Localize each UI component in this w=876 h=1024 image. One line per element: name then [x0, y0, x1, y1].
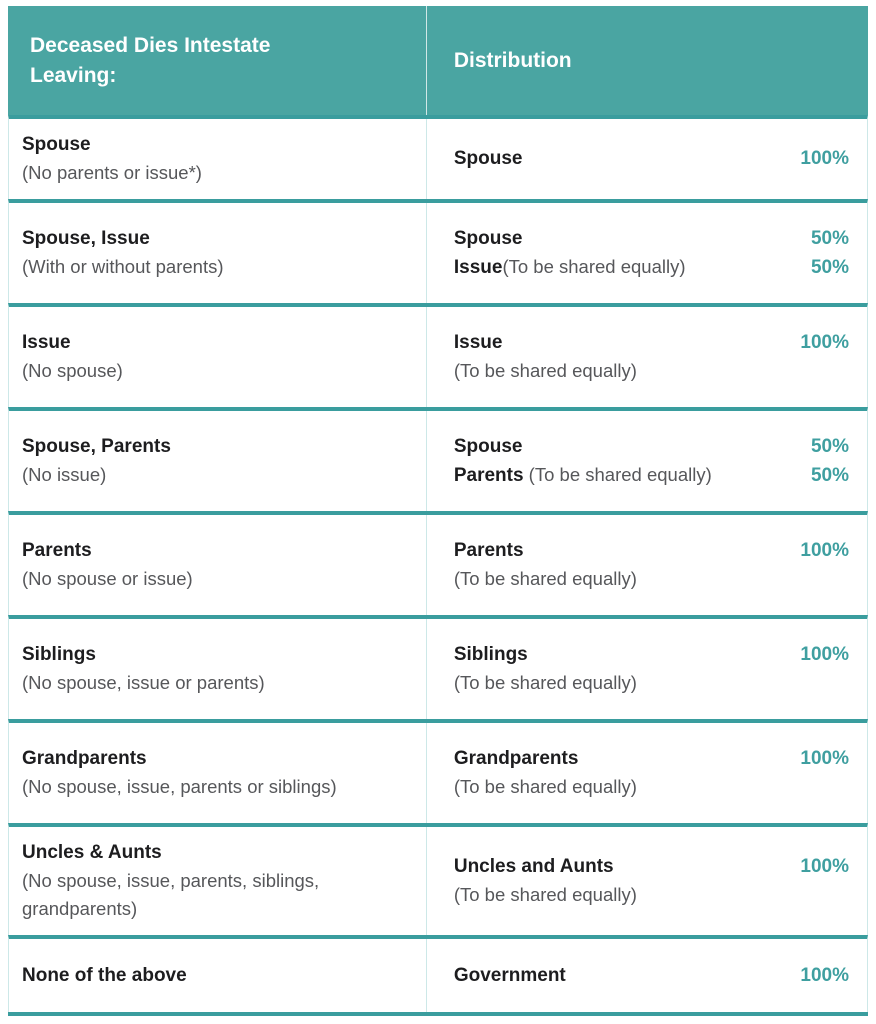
beneficiary-below-note: (To be shared equally) — [453, 360, 637, 381]
beneficiary-below-note: (To be shared equally) — [453, 776, 637, 797]
beneficiary-name: Siblings — [453, 644, 528, 665]
scenario-cell — [9, 307, 427, 407]
table-row — [8, 935, 868, 1012]
scenario-cell — [9, 119, 427, 199]
table-row — [8, 511, 868, 615]
scenario-note: (No parents or issue*) — [22, 162, 202, 183]
share-percent: 100% — [800, 964, 849, 986]
scenario-note: (No spouse, issue or parents) — [22, 672, 265, 693]
scenario-cell — [9, 203, 427, 303]
scenario-title: Siblings — [22, 644, 96, 665]
distribution-entry-line — [454, 537, 849, 565]
distribution-entry — [454, 433, 849, 461]
distribution-cell — [427, 939, 867, 1012]
beneficiary-name: Issue — [453, 332, 503, 353]
beneficiary-name: Spouse — [453, 148, 523, 169]
share-percent: 100% — [800, 540, 849, 561]
share-percent: 100% — [800, 748, 849, 769]
distribution-cell — [427, 307, 867, 407]
distribution-cell — [427, 411, 867, 511]
table-header — [8, 6, 868, 115]
scenario-title: Spouse, Parents — [22, 436, 171, 457]
distribution-entry — [454, 253, 849, 282]
beneficiary — [454, 433, 523, 461]
table-row — [8, 303, 868, 407]
scenario-title: Spouse, Issue — [22, 228, 150, 249]
distribution-entry-line — [454, 145, 849, 173]
beneficiary-name: Parents — [453, 540, 524, 561]
table-row — [8, 115, 868, 199]
scenario-cell — [9, 827, 427, 935]
scenario-note: (No spouse or issue) — [22, 568, 193, 589]
beneficiary — [454, 962, 566, 990]
distribution-entry — [454, 461, 849, 490]
distribution-entry — [454, 537, 849, 593]
distribution-entry — [454, 329, 849, 385]
intestacy-distribution-table — [8, 6, 868, 1016]
scenario-title: Parents — [22, 540, 92, 561]
scenario-note: (No issue) — [22, 464, 107, 485]
distribution-entry-line — [454, 461, 849, 490]
distribution-entry — [454, 853, 849, 909]
share-percent: 100% — [800, 856, 849, 877]
distribution-cell — [427, 203, 867, 303]
beneficiary-inline-note: (To be shared equally) — [502, 255, 686, 277]
scenario-cell — [9, 723, 427, 823]
beneficiary — [454, 745, 579, 773]
beneficiary-name: Spouse — [453, 227, 523, 249]
table-body — [8, 115, 868, 1016]
distribution-entry-line — [454, 962, 849, 990]
beneficiary-below-note: (To be shared equally) — [453, 884, 637, 905]
share-percent: 50% — [810, 435, 849, 457]
distribution-cell — [427, 827, 867, 935]
share-percent: 100% — [800, 644, 849, 665]
distribution-cell — [427, 515, 867, 615]
scenario-cell — [9, 939, 427, 1012]
beneficiary — [454, 253, 686, 282]
share-percent: 100% — [800, 148, 849, 169]
header-deceased-leaving-label: Deceased Dies Intestate Leaving: — [30, 33, 271, 87]
header-distribution-label: Distribution — [453, 48, 572, 72]
table-row — [8, 199, 868, 303]
share-percent: 100% — [800, 332, 849, 353]
beneficiary-name: Government — [453, 964, 566, 986]
beneficiary — [454, 537, 524, 565]
share-percent: 50% — [810, 464, 849, 486]
table-row — [8, 407, 868, 511]
beneficiary — [454, 329, 503, 357]
beneficiary — [454, 461, 712, 490]
beneficiary-name: Spouse — [453, 435, 523, 457]
scenario-cell — [9, 515, 427, 615]
scenario-cell — [9, 619, 427, 719]
scenario-title: None of the above — [22, 964, 187, 986]
distribution-entry-line — [454, 253, 849, 282]
distribution-entry — [454, 145, 849, 173]
beneficiary-name: Uncles and Aunts — [453, 856, 614, 877]
header-cell-distribution — [427, 6, 868, 115]
distribution-entry — [454, 962, 849, 990]
scenario-note: (No spouse) — [22, 360, 123, 381]
distribution-entry-line — [454, 225, 849, 253]
distribution-entry — [454, 641, 849, 697]
distribution-entry-line — [454, 433, 849, 461]
beneficiary-name: Issue — [453, 256, 503, 278]
scenario-note: (With or without parents) — [22, 256, 224, 277]
beneficiary-name: Grandparents — [453, 748, 579, 769]
scenario-note: (No spouse, issue, parents or siblings) — [22, 776, 337, 797]
distribution-entry — [454, 745, 849, 801]
scenario-title: Grandparents — [22, 748, 147, 769]
beneficiary — [454, 853, 614, 881]
scenario-title: Spouse — [22, 134, 91, 155]
distribution-entry-line — [454, 641, 849, 669]
table-row — [8, 823, 868, 935]
table-row — [8, 719, 868, 823]
scenario-note: (No spouse, issue, parents, siblings, grandparents) — [22, 870, 320, 919]
scenario-title: Uncles & Aunts — [22, 842, 162, 863]
beneficiary — [454, 225, 523, 253]
scenario-title: Issue — [22, 332, 71, 353]
beneficiary — [454, 145, 523, 173]
share-percent: 50% — [810, 227, 849, 249]
table-row — [8, 615, 868, 719]
distribution-cell — [427, 723, 867, 823]
beneficiary-name: Parents — [453, 464, 524, 486]
header-cell-deceased-leaving — [8, 6, 427, 115]
beneficiary — [454, 641, 528, 669]
distribution-entry — [454, 225, 849, 253]
distribution-entry-line — [454, 329, 849, 357]
share-percent: 50% — [810, 256, 849, 278]
distribution-cell — [427, 619, 867, 719]
scenario-cell — [9, 411, 427, 511]
beneficiary-below-note: (To be shared equally) — [453, 568, 637, 589]
beneficiary-below-note: (To be shared equally) — [453, 672, 637, 693]
distribution-cell — [427, 119, 867, 199]
distribution-entry-line — [454, 853, 849, 881]
beneficiary-inline-note: (To be shared equally) — [523, 463, 712, 485]
distribution-entry-line — [454, 745, 849, 773]
